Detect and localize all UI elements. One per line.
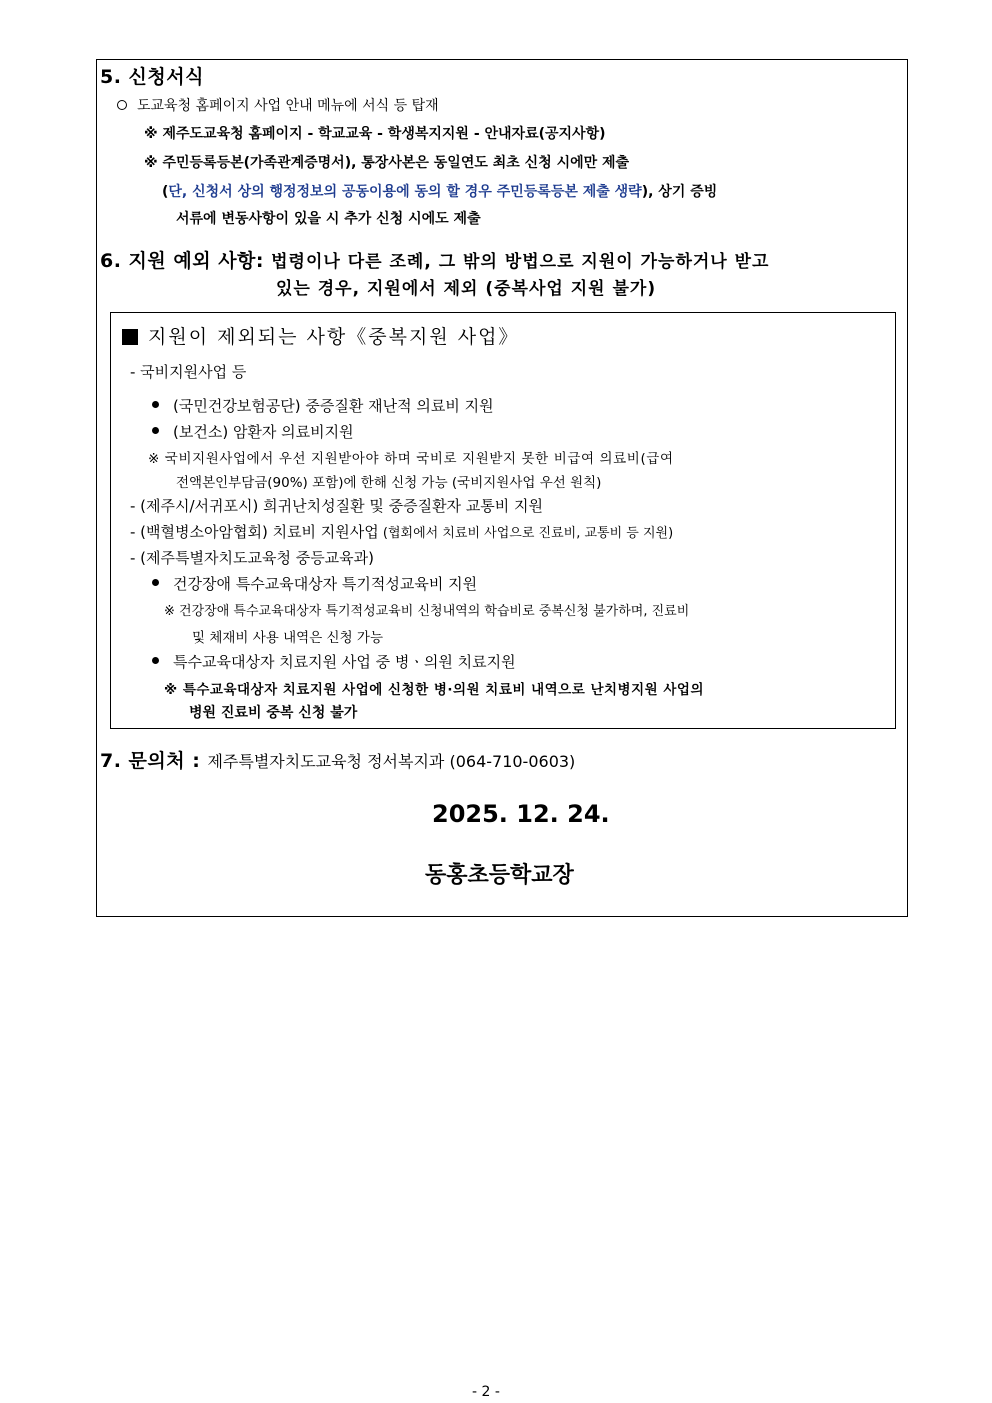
exclusion-line — [152, 421, 354, 442]
bullet-icon — [152, 401, 159, 408]
exclusion-line-text: 특수교육대상자 치료지원 사업 중 병ㆍ의원 치료지원 — [173, 653, 516, 671]
section6-label: 6. 지원 예외 사항: — [100, 250, 272, 272]
document-date: 2025. 12. 24. — [432, 800, 610, 828]
exclusion-line — [152, 573, 477, 594]
section5-note2: ※ 주민등록등본(가족관계증명서), 통장사본은 동일연도 최초 신청 시에만 제출 — [144, 155, 630, 171]
note3-open: ( — [162, 184, 169, 200]
section7-label: 7. 문의처 : — [100, 750, 208, 772]
section6-text: 법령이나 다른 조례, 그 밖의 방법으로 지원이 가능하거나 받고 — [271, 252, 770, 272]
exclusion-line: ※ 특수교육대상자 치료지원 사업에 신청한 병·의원 치료비 내역으로 난치병지원 사업의 — [164, 682, 704, 698]
section5-item — [117, 95, 439, 115]
section5-note4: 서류에 변동사항이 있을 시 추가 신청 시에도 제출 — [176, 211, 481, 227]
exclusion-line: 및 체재비 사용 내역은 신청 가능 — [192, 630, 383, 646]
exclusion-line-note: (협회에서 치료비 사업으로 진료비, 교통비 등 지원) — [378, 526, 674, 541]
section5-note3 — [162, 181, 717, 201]
exclusion-line — [152, 395, 494, 416]
note3-rest: ), 상기 증빙 — [641, 184, 718, 200]
note3-blue-text: 단, 신청서 상의 행정정보의 공동이용에 동의 할 경우 주민등록등본 제출 생략 — [168, 184, 642, 200]
exclusion-line-text: 건강장애 특수교육대상자 특기적성교육비 지원 — [173, 575, 478, 593]
school-signature: 동홍초등학교장 — [425, 863, 574, 888]
section6-line2: 있는 경우, 지원에서 제외 (중복사업 지원 불가) — [276, 279, 657, 299]
section5-item-text: 도교육청 홈페이지 사업 안내 메뉴에 서식 등 탑재 — [137, 98, 439, 114]
exclusion-line: - (제주특별자치도교육청 중등교육과) — [130, 549, 375, 567]
section6-heading — [100, 246, 769, 273]
exclusion-line: ※ 건강장애 특수교육대상자 특기적성교육비 신청내역의 학습비로 중복신청 불가하며, 진료비 — [164, 604, 690, 619]
circle-bullet-icon — [117, 100, 127, 110]
exclusion-line: ※ 국비지원사업에서 우선 지원받아야 하며 국비로 지원받지 못한 비급여 의료비(급여 — [148, 451, 674, 467]
exclusion-line-text: - (백혈병소아암협회) 치료비 지원사업 — [130, 523, 379, 541]
bullet-icon — [152, 657, 159, 664]
page-number: - 2 - — [472, 1384, 500, 1400]
exclusion-line: - (제주시/서귀포시) 희귀난치성질환 및 중증질환자 교통비 지원 — [130, 497, 544, 515]
bullet-icon — [152, 427, 159, 434]
bullet-icon — [152, 579, 159, 586]
exclusion-title-text: 지원이 제외되는 사항《중복지원 사업》 — [148, 326, 520, 348]
exclusion-line: 병원 진료비 중복 신청 불가 — [189, 705, 358, 721]
black-square-icon — [122, 329, 138, 345]
exclusion-line: 전액본인부담금(90%) 포함)에 한해 신청 가능 (국비지원사업 우선 원칙) — [176, 475, 602, 491]
exclusion-line — [130, 521, 673, 542]
exclusion-line: - 국비지원사업 등 — [130, 363, 247, 381]
section7-contact: 제주특별자치도교육청 정서복지과 (064-710-0603) — [207, 752, 576, 771]
section7-heading — [100, 746, 575, 773]
section5-note1: ※ 제주도교육청 홈페이지 - 학교교육 - 학생복지지원 - 안내자료(공지사항) — [144, 126, 606, 142]
exclusion-line — [152, 651, 516, 672]
section5-heading: 5. 신청서식 — [100, 66, 204, 88]
exclusion-box-title — [122, 322, 519, 349]
exclusion-line-text: (국민건강보험공단) 중증질환 재난적 의료비 지원 — [173, 397, 494, 415]
exclusion-line-text: (보건소) 암환자 의료비지원 — [173, 423, 354, 441]
